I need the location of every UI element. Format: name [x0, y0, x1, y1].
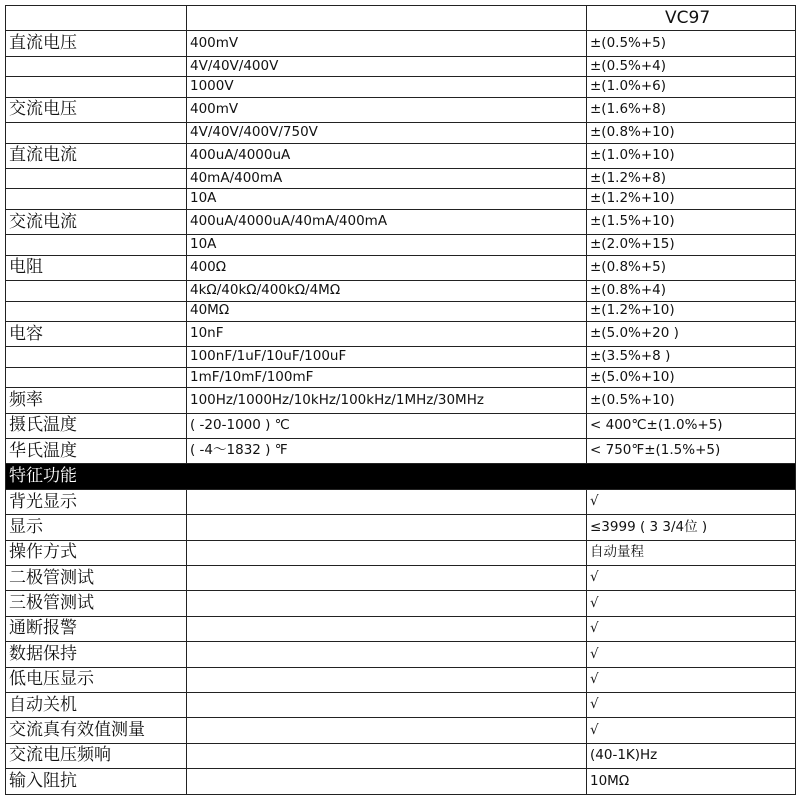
- feature-name: 三极管测试: [6, 591, 187, 616]
- spec-row: [6, 189, 796, 209]
- spec-row: [6, 413, 796, 438]
- header-category: [6, 6, 187, 31]
- feature-name: 通断报警: [6, 616, 187, 641]
- spec-category: 直流电流: [6, 143, 187, 168]
- feature-row: [6, 743, 796, 768]
- spec-row: [6, 281, 796, 301]
- spec-row: [6, 143, 796, 168]
- spec-accuracy: ±(1.5%+10): [587, 209, 796, 234]
- feature-value: √: [587, 718, 796, 743]
- spec-row: [6, 301, 796, 321]
- spec-category: [6, 235, 187, 255]
- features-section-title: 特征功能: [6, 464, 796, 489]
- feature-row: [6, 642, 796, 667]
- feature-row: [6, 692, 796, 717]
- feature-empty-cell: [187, 591, 587, 616]
- feature-value: 自动量程: [587, 540, 796, 565]
- feature-empty-cell: [187, 667, 587, 692]
- header-model: VC97: [587, 6, 796, 31]
- feature-name: 低电压显示: [6, 667, 187, 692]
- feature-empty-cell: [187, 616, 587, 641]
- feature-name: 背光显示: [6, 489, 187, 514]
- spec-category: 摄氏温度: [6, 413, 187, 438]
- feature-value: ≤3999 ( 3 3/4位 ): [587, 515, 796, 540]
- spec-row: [6, 123, 796, 143]
- spec-category: [6, 168, 187, 188]
- spec-row: [6, 56, 796, 76]
- spec-category: 频率: [6, 388, 187, 413]
- feature-value: 10MΩ: [587, 769, 796, 795]
- feature-name: 输入阻抗: [6, 769, 187, 795]
- spec-range: 40mA/400mA: [187, 168, 587, 188]
- feature-empty-cell: [187, 743, 587, 768]
- spec-range: 400Ω: [187, 255, 587, 280]
- spec-accuracy: ±(0.5%+4): [587, 56, 796, 76]
- spec-accuracy: ±(0.5%+5): [587, 31, 796, 56]
- spec-accuracy: ±(1.2%+10): [587, 189, 796, 209]
- spec-range: 10nF: [187, 321, 587, 346]
- spec-range: 400uA/4000uA: [187, 143, 587, 168]
- feature-row: [6, 667, 796, 692]
- feature-value: √: [587, 616, 796, 641]
- feature-name: 操作方式: [6, 540, 187, 565]
- spec-table: [5, 5, 796, 795]
- feature-value: √: [587, 642, 796, 667]
- spec-accuracy: ±(2.0%+15): [587, 235, 796, 255]
- spec-range: ( -20-1000 ) ℃: [187, 413, 587, 438]
- spec-category: [6, 56, 187, 76]
- spec-range: 400mV: [187, 31, 587, 56]
- spec-range: 400uA/4000uA/40mA/400mA: [187, 209, 587, 234]
- features-section-row: [6, 464, 796, 489]
- feature-value: √: [587, 667, 796, 692]
- spec-row: [6, 77, 796, 97]
- spec-range: 10A: [187, 235, 587, 255]
- feature-empty-cell: [187, 769, 587, 795]
- spec-row: [6, 209, 796, 234]
- feature-name: 数据保持: [6, 642, 187, 667]
- spec-range: 100Hz/1000Hz/10kHz/100kHz/1MHz/30MHz: [187, 388, 587, 413]
- spec-accuracy: ±(3.5%+8 ): [587, 347, 796, 367]
- feature-row: [6, 591, 796, 616]
- spec-accuracy: ±(0.5%+10): [587, 388, 796, 413]
- spec-range: 100nF/1uF/10uF/100uF: [187, 347, 587, 367]
- feature-row: [6, 515, 796, 540]
- spec-range: 4V/40V/400V/750V: [187, 123, 587, 143]
- spec-row: [6, 31, 796, 56]
- feature-row: [6, 489, 796, 514]
- spec-accuracy: < 400℃±(1.0%+5): [587, 413, 796, 438]
- spec-category: 交流电压: [6, 97, 187, 122]
- spec-row: [6, 255, 796, 280]
- spec-category: 直流电压: [6, 31, 187, 56]
- feature-row: [6, 769, 796, 795]
- spec-row: [6, 347, 796, 367]
- feature-name: 交流电压频响: [6, 743, 187, 768]
- spec-category: 交流电流: [6, 209, 187, 234]
- spec-row: [6, 235, 796, 255]
- feature-value: √: [587, 566, 796, 591]
- spec-accuracy: ±(0.8%+5): [587, 255, 796, 280]
- spec-accuracy: ±(0.8%+4): [587, 281, 796, 301]
- spec-accuracy: < 750℉±(1.5%+5): [587, 439, 796, 464]
- spec-row: [6, 97, 796, 122]
- spec-category: [6, 281, 187, 301]
- spec-category: 电阻: [6, 255, 187, 280]
- spec-accuracy: ±(0.8%+10): [587, 123, 796, 143]
- feature-name: 显示: [6, 515, 187, 540]
- feature-value: √: [587, 591, 796, 616]
- spec-category: [6, 189, 187, 209]
- header-range: [187, 6, 587, 31]
- spec-range: 40MΩ: [187, 301, 587, 321]
- spec-range: ( -4～1832 ) ℉: [187, 439, 587, 464]
- spec-accuracy: ±(1.6%+8): [587, 97, 796, 122]
- spec-row: [6, 439, 796, 464]
- spec-category: 电容: [6, 321, 187, 346]
- feature-name: 交流真有效值测量: [6, 718, 187, 743]
- spec-accuracy: ±(5.0%+20 ): [587, 321, 796, 346]
- spec-accuracy: ±(1.0%+10): [587, 143, 796, 168]
- spec-category: 华氏温度: [6, 439, 187, 464]
- feature-value: √: [587, 692, 796, 717]
- feature-row: [6, 540, 796, 565]
- spec-category: [6, 123, 187, 143]
- spec-range: 400mV: [187, 97, 587, 122]
- feature-empty-cell: [187, 540, 587, 565]
- spec-range: 4V/40V/400V: [187, 56, 587, 76]
- feature-row: [6, 616, 796, 641]
- spec-table-body: [6, 6, 796, 795]
- feature-empty-cell: [187, 566, 587, 591]
- spec-accuracy: ±(5.0%+10): [587, 367, 796, 387]
- feature-empty-cell: [187, 642, 587, 667]
- spec-range: 10A: [187, 189, 587, 209]
- spec-row: [6, 388, 796, 413]
- feature-value: (40-1K)Hz: [587, 743, 796, 768]
- spec-row: [6, 168, 796, 188]
- feature-empty-cell: [187, 489, 587, 514]
- feature-empty-cell: [187, 692, 587, 717]
- feature-row: [6, 566, 796, 591]
- feature-empty-cell: [187, 515, 587, 540]
- feature-value: √: [587, 489, 796, 514]
- spec-accuracy: ±(1.2%+10): [587, 301, 796, 321]
- spec-category: [6, 77, 187, 97]
- spec-row: [6, 321, 796, 346]
- spec-category: [6, 301, 187, 321]
- header-row: [6, 6, 796, 31]
- feature-empty-cell: [187, 718, 587, 743]
- spec-range: 1000V: [187, 77, 587, 97]
- feature-row: [6, 718, 796, 743]
- spec-row: [6, 367, 796, 387]
- feature-name: 二极管测试: [6, 566, 187, 591]
- spec-accuracy: ±(1.0%+6): [587, 77, 796, 97]
- spec-range: 4kΩ/40kΩ/400kΩ/4MΩ: [187, 281, 587, 301]
- spec-range: 1mF/10mF/100mF: [187, 367, 587, 387]
- feature-name: 自动关机: [6, 692, 187, 717]
- spec-category: [6, 367, 187, 387]
- spec-category: [6, 347, 187, 367]
- spec-accuracy: ±(1.2%+8): [587, 168, 796, 188]
